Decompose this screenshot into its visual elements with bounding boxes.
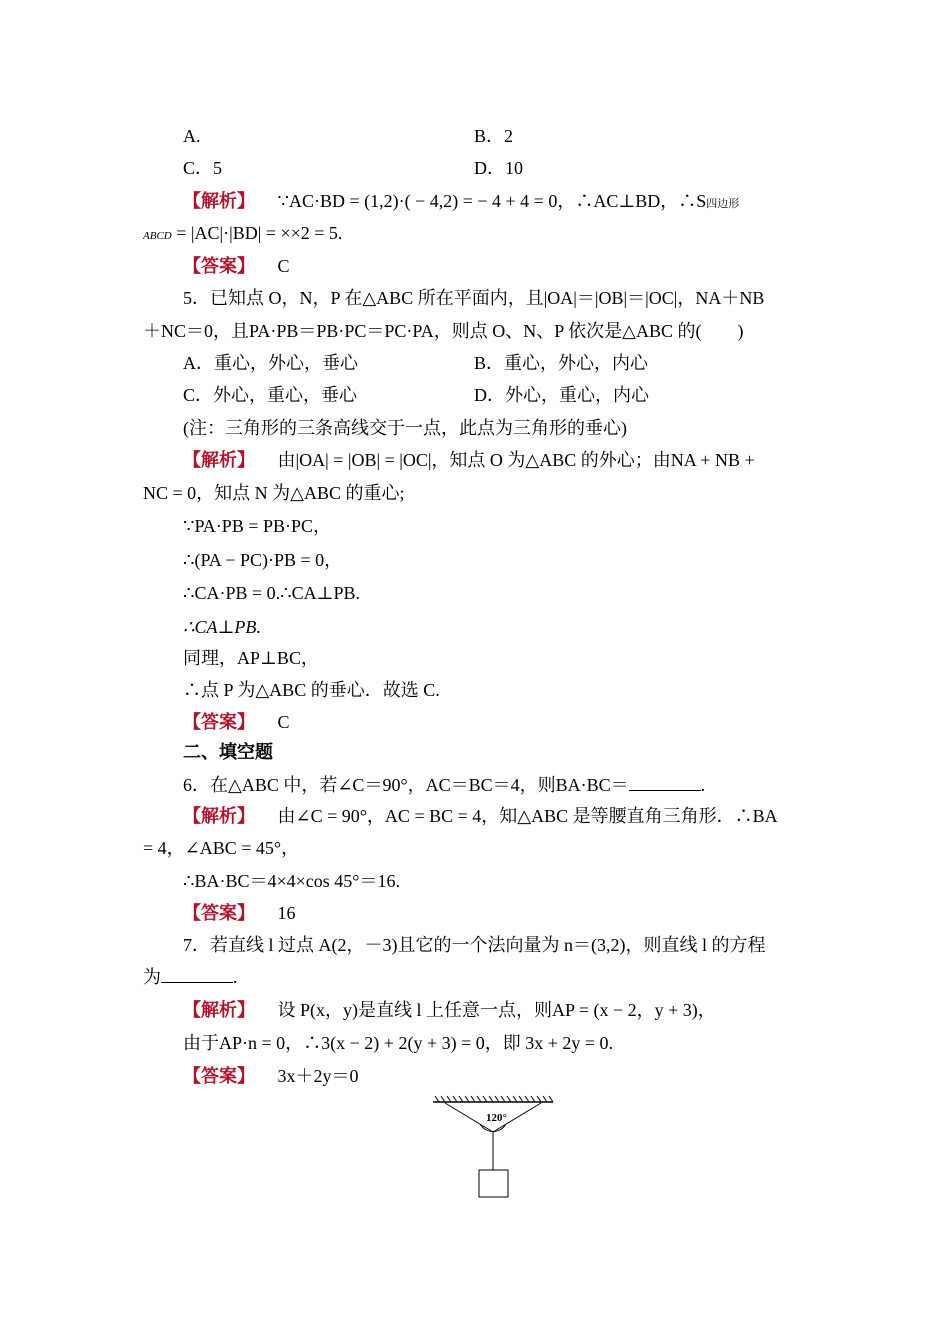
angle-label: 120° [486, 1112, 507, 1124]
q4-analysis-line1 [183, 189, 739, 216]
q7-line2 [143, 965, 238, 989]
q7-analysis-line1 [183, 998, 716, 1023]
answer-tag: 【答案】 [183, 712, 255, 733]
q6-answer-value: 16 [277, 903, 296, 923]
q5-option-a: A．重心，外心，垂心 [183, 353, 358, 373]
q4-option-c: C．5 [183, 158, 223, 178]
q5-analysis-line4: ∴(PA − PC)·PB = 0， [183, 550, 343, 570]
q7-answer-value: 3x＋2y＝0 [277, 1066, 359, 1086]
q5-note: (注：三角形的三条高线交于一点，此点为三角形的垂心) [183, 418, 627, 438]
q5-option-c: C．外心，重心，垂心 [183, 385, 358, 405]
q6-analysis-line3: ∴BA·BC＝4×4×cos 45°＝16. [183, 871, 400, 891]
q6-analysis-line1 [183, 804, 778, 829]
answer-blank [161, 968, 233, 983]
analysis-tag: 【解析】 [183, 806, 255, 827]
q6-analysis-line2: = 4，∠ABC = 45°， [143, 838, 300, 858]
q6-line1 [183, 773, 705, 797]
q7-text2: 为 [143, 967, 161, 987]
q5-analysis-line8: ∴点 P 为△ABC 的垂心．故选 C. [183, 680, 440, 700]
q7-analysis-text1: 设 P(x，y)是直线 l 上任意一点，则AP = (x − 2，y + 3)， [277, 1000, 716, 1020]
q7-answer [183, 1064, 359, 1089]
answer-tag: 【答案】 [183, 1066, 255, 1087]
q4-analysis-text1: ∵AC·BD = (1,2)·( − 4,2) = − 4 + 4 = 0，∴AC⊥BD，∴S [277, 191, 707, 211]
section-heading: 二、填空题 [183, 742, 273, 763]
analysis-tag: 【解析】 [183, 450, 255, 471]
q4-analysis-line2 [143, 221, 342, 248]
q7-line1: 7．若直线 l 过点 A(2，－3)且它的一个法向量为 n＝(3,2)，则直线 l 的方程 [183, 935, 766, 955]
q4-option-b: B．2 [474, 126, 514, 146]
q6-text: 6．在△ABC 中，若∠C＝90°，AC＝BC＝4，则BA·BC＝ [183, 775, 629, 795]
q5-analysis-line6: ∴CA⊥PB. [183, 617, 261, 637]
q5-line2: ＋NC＝0，且PA·PB＝PB·PC＝PC·PA，则点 O、N、P 依次是△ABC 的( ) [143, 321, 744, 341]
ceiling-hatching [435, 1096, 553, 1102]
q6-end: . [700, 775, 706, 795]
hanging-weight-figure [425, 1090, 560, 1205]
q5-line1: 5．已知点 O，N，P 在△ABC 所在平面内，且|OA|＝|OB|＝|OC|，NA＋NB [183, 288, 765, 308]
q4-option-a: A. [183, 126, 201, 146]
q4-analysis-sub2: ABCD [143, 230, 172, 242]
answer-tag: 【答案】 [183, 903, 255, 924]
q6-analysis-text1: 由∠C = 90°，AC = BC = 4，知△ABC 是等腰直角三角形．∴BA [277, 806, 778, 826]
q4-option-d: D．10 [474, 158, 523, 178]
analysis-tag: 【解析】 [183, 1000, 255, 1021]
q5-analysis-line3: ∵PA·PB = PB·PC， [183, 516, 331, 536]
q4-answer-value: C [277, 256, 290, 276]
q4-analysis-sub1: 四边形 [706, 198, 740, 210]
q4-analysis-text2: = |AC|·|BD| = ××2 = 5. [171, 223, 343, 243]
answer-tag: 【答案】 [183, 256, 255, 277]
q5-option-b: B．重心，外心，内心 [474, 353, 649, 373]
q5-option-d: D．外心，重心，内心 [474, 385, 649, 405]
q5-answer-value: C [277, 712, 290, 732]
q4-answer [183, 254, 290, 279]
q5-analysis-line1 [183, 448, 755, 473]
q5-analysis-line2: NC = 0，知点 N 为△ABC 的重心; [143, 483, 405, 503]
answer-blank [629, 776, 701, 791]
q5-analysis-text1: 由|OA| = |OB| = |OC|，知点 O 为△ABC 的外心；由NA + NB + [277, 450, 755, 470]
q7-analysis-line2: 由于AP·n = 0，∴3(x − 2) + 2(y + 3) = 0，即 3x + 2y = 0. [183, 1033, 614, 1053]
q6-answer [183, 901, 296, 926]
weight-box [479, 1170, 508, 1197]
angle-arc [480, 1124, 506, 1132]
q7-end: . [233, 967, 238, 987]
q5-answer [183, 710, 290, 735]
analysis-tag: 【解析】 [183, 191, 255, 212]
q5-analysis-line5: ∴CA·PB = 0.∴CA⊥PB. [183, 583, 361, 603]
q5-analysis-line7: 同理，AP⊥BC， [183, 648, 319, 668]
